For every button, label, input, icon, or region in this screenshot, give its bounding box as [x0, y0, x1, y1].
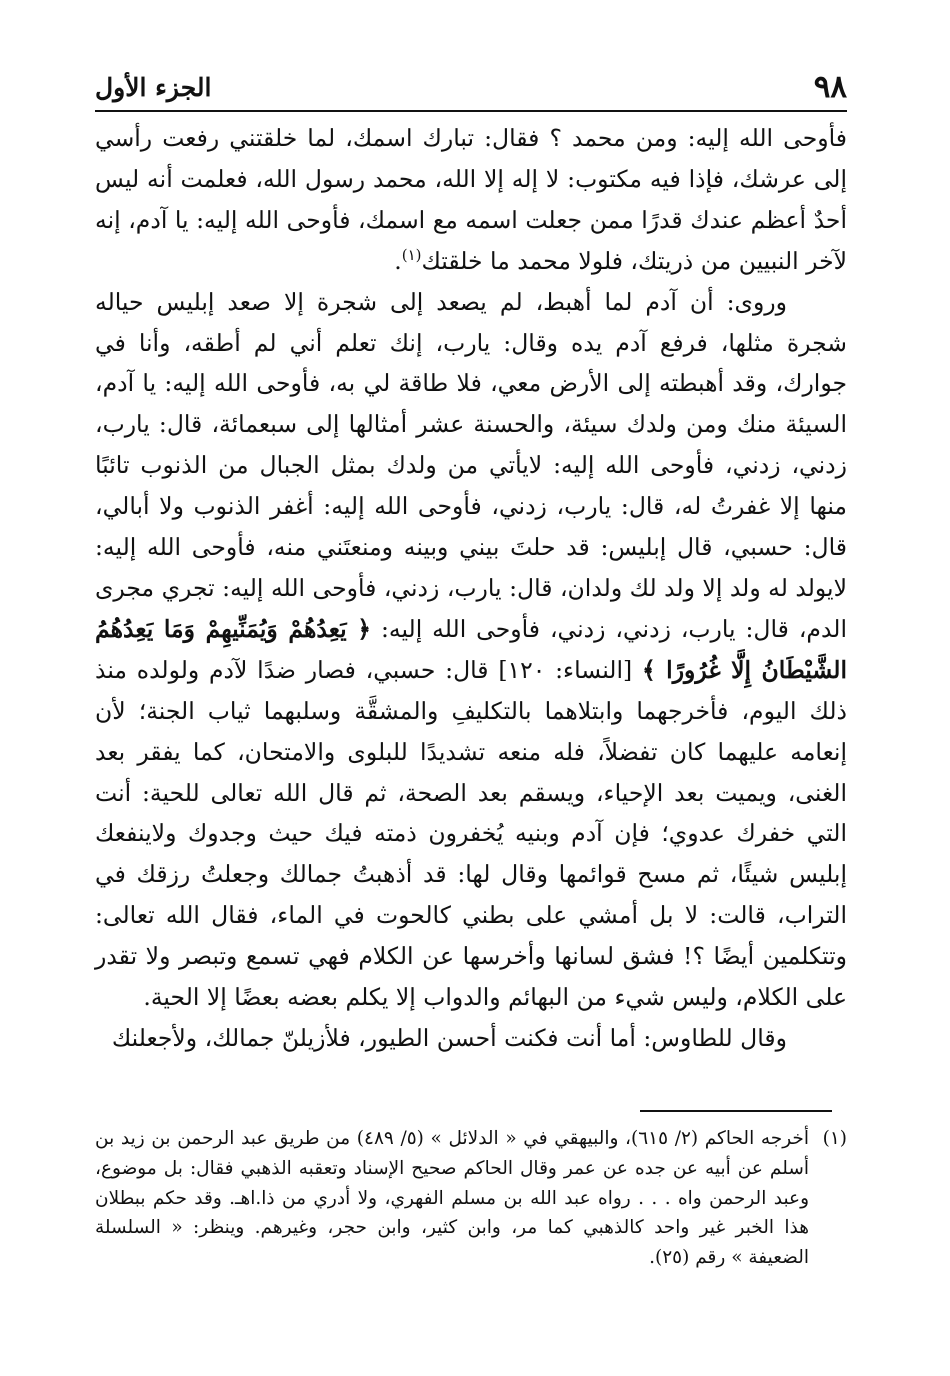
footnote-marker: (١) — [822, 1128, 847, 1149]
paragraph-1-end: . — [394, 246, 402, 275]
paragraph-3: وقال للطاوس: أما أنت فكنت أحسن الطيور، فلأزيلنّ جمالك، ولأجعلنك — [111, 1023, 787, 1052]
footnote-text: أخرجه الحاكم (٢/ ٦١٥)، والبيهقي في « الدلائل » (٥/ ٤٨٩) من طريق عبد الرحمن بن زيد بن أسلم عن أبيه عن جده عن عمر وقال الحاكم صحيح الإسناد وتعقبه الذهبي فقال: بل موضوع، وعبد الرحمن واه . . . رواه عبد الله بن مسلم الفهري، ولا أدري من ذا.اهـ. وقد حكم ببطلان هذا الخبر غير واحد كالذهبي كما مر، وابن كثير، وابن حجر، وغيرهم. وينظر: « السلسلة الضعيفة » رقم (٢٥). — [95, 1128, 809, 1269]
footnotes — [95, 1124, 847, 1273]
paragraph-2-start: وروى: أن آدم لما أهبط، لم يصعد إلى شجرة إلا صعد إبليس حياله شجرة مثلها، فرفع آدم يده وقال: يارب، إنك تعلم أني لم أطقه، وأنا في جوارك، وقد أهبطته إلى الأرض معي، فلا طاقة لي به، فأوحى الله إليه: يا آدم، السيئة منك ومن ولدك سيئة، والحسنة عشر أمثالها إلى سبعمائة، قال: يارب، زدني، زدني، فأوحى الله إليه: لايأتي من ولدك بمثل الجبال من الذنوب تائبًا منها إلا غفرتُ له، قال: يارب، زدني، فأوحى الله إليه: أغفر الذنوب ولا أبالي، قال: حسبي، قال إبليس: قد حلتَ بيني وبينه ومنعتَني منه، فأوحى الله إليه: لايولد له ولد إلا ولد لك ولدان، قال: يارب، زدني، فأوحى الله إليه: تجري مجرى الدم، قال: يارب، زدني، زدني، فأوحى الله إليه: — [95, 287, 847, 643]
paragraph-2 — [95, 282, 847, 1018]
footnote — [95, 1124, 847, 1273]
main-text — [95, 118, 847, 1059]
running-title: الجزء الأول — [95, 73, 212, 102]
paragraph-2-rest: قال: حسبي، فصار ضدًا لآدم ولولده منذ ذلك اليوم، فأخرجهما وابتلاهما بالتكليفِ والمشقَّة وسلبهما ثياب الجنة؛ لأن إنعامه عليهما كان تفضلاً، فله منعه تشديدًا للبلوى والامتحان، كما يفقر بعد الغنى، ويميت بعد الإحياء، ويسقم بعد الصحة، ثم قال الله تعالى للحية: أنت التي خفرك عدوي؛ فإن آدم وبنيه يُخفرون ذمته فيك حيث وجدوك ولاينفعك إبليس شيئًا، ثم مسح قوائمها وقال لها: قد أذهبتُ جمالك وجعلتُ رزقك في التراب، قالت: لا بل أمشي على بطني كالحوت في الماء، فقال الله تعالى: وتتكلمين أيضًا ؟! فشق لسانها وأخرسها عن الكلام فهي تسمع وتبصر ولا تقدر على الكلام، وليس شيء من البهائم والدواب إلا يكلم بعضه بعضًا إلا الحية. — [95, 655, 847, 1012]
quran-reference: [النساء: ١٢٠] — [498, 655, 633, 684]
page-number: ٩٨ — [813, 69, 847, 105]
paragraph-1 — [95, 118, 847, 282]
paragraph-1-text: فأوحى الله إليه: ومن محمد ؟ فقال: تبارك اسمك، لما خلقتني رفعت رأسي إلى عرشك، فإذا فيه مكتوب: لا إله إلا الله، محمد رسول الله، فعلمت أنه ليس أحدٌ أعظم عندك قدرًا ممن جعلت اسمه مع اسمك، فأوحى الله إليه: يا آدم، إنه لآخر النبيين من ذريتك، فلولا محمد ما خلقتك — [95, 124, 847, 275]
footnote-reference[interactable]: (١) — [401, 245, 422, 264]
footnote-rule — [640, 1110, 832, 1112]
quran-verse: ﴿ يَعِدُهُمْ وَيُمَنِّيهِمْ وَمَا يَعِدُهُمُ الشَّيْطَانُ إِلَّا غُرُورًا ﴾ — [95, 614, 847, 684]
header-rule — [95, 110, 847, 112]
page-header — [95, 66, 847, 110]
